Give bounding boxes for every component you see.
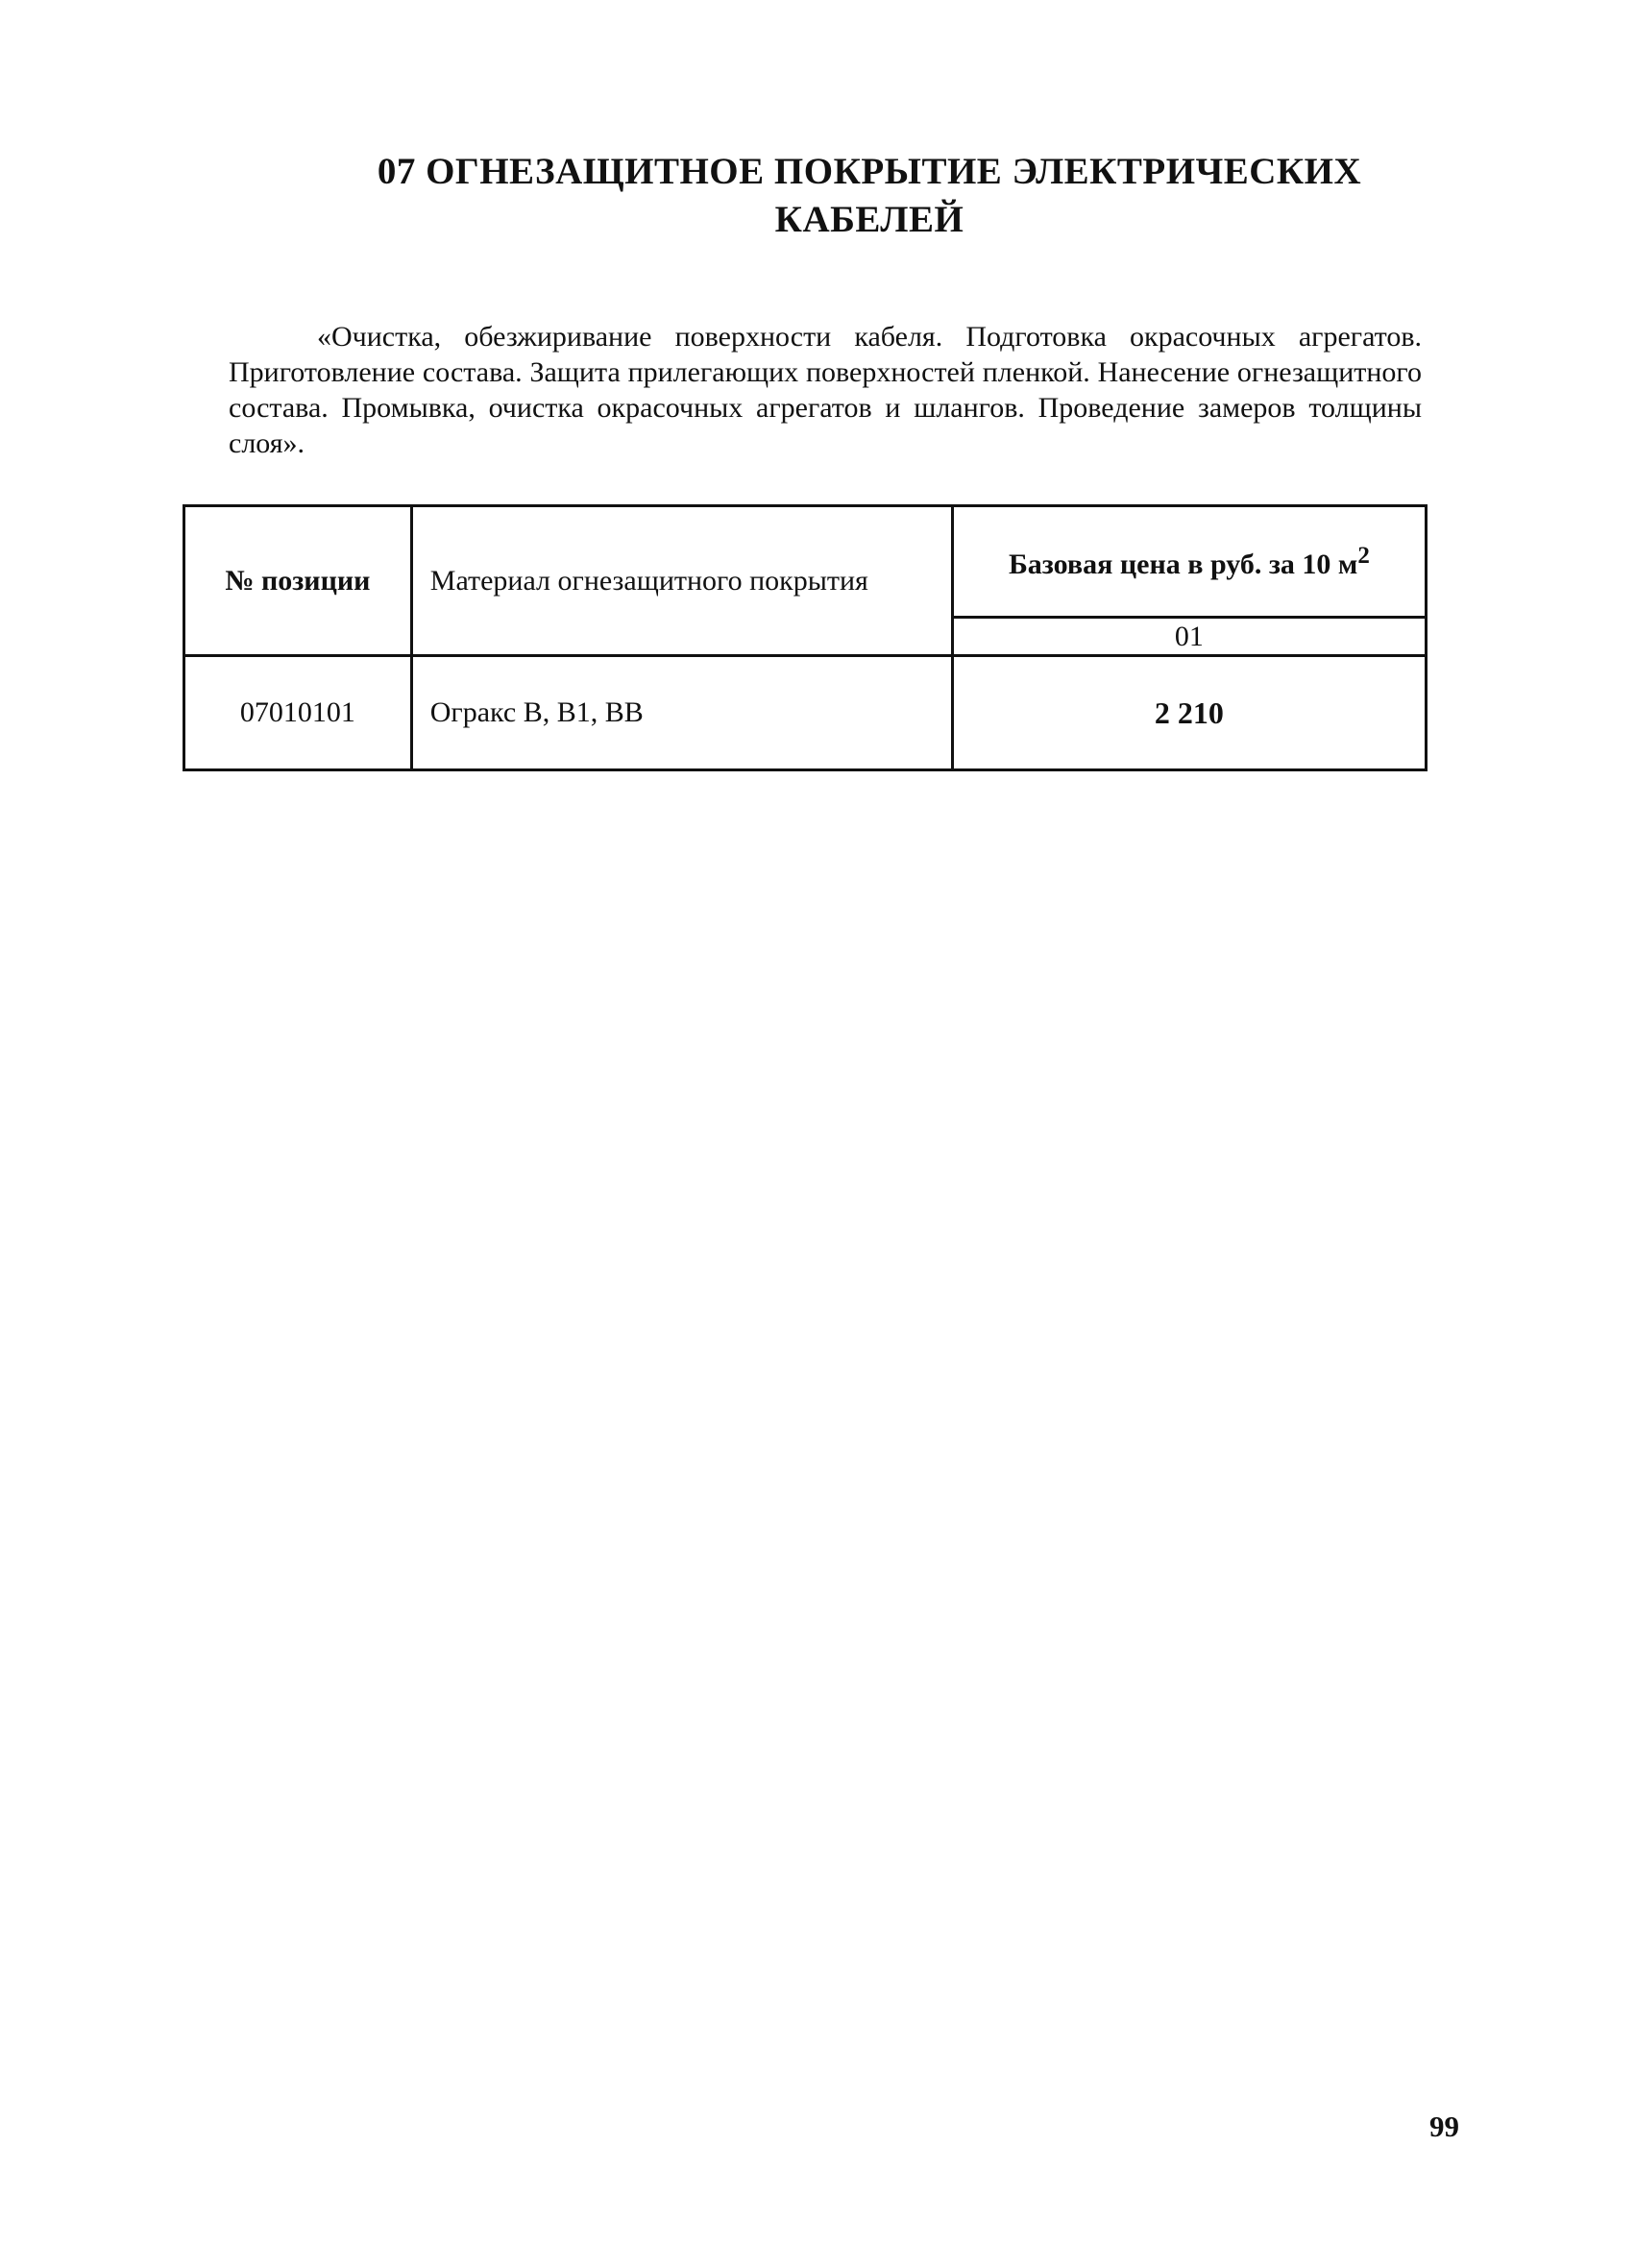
header-material-label: Материал огнезащитного покрытия: [429, 564, 868, 597]
row-position-cell: [184, 656, 412, 770]
work-description-paragraph: «Очистка, обезжиривание поверхности кабеля. Подготовка окрасочных агрегатов. Приготовление состава. Защита прилегающих поверхностей пленкой. Нанесение огнезащитного состава. Промывка, очистка окрасочных агрегатов и шлангов. Проведение замеров толщины слоя».: [229, 321, 1422, 459]
header-price-code: 01: [1174, 620, 1204, 652]
header-position-cell: [184, 506, 412, 656]
header-price-label: Базовая цена в руб. за 10 м: [1008, 548, 1358, 580]
row-material: Огракс В, В1, ВВ: [429, 696, 644, 728]
header-price-superscript: 2: [1357, 542, 1370, 569]
row-position: 07010101: [239, 696, 355, 728]
table-row: [184, 656, 1427, 770]
page-number: 99: [1429, 2109, 1459, 2143]
row-material-cell: [411, 656, 952, 770]
page-title: [288, 148, 1451, 244]
row-price: 2 210: [1154, 695, 1224, 730]
row-price-cell: [952, 656, 1426, 770]
header-price-code-cell: [952, 618, 1426, 656]
page-title-line-2: КАБЕЛЕЙ: [774, 199, 964, 241]
price-table: [183, 504, 1428, 771]
header-position-label: № позиции: [225, 564, 371, 597]
header-material-cell: [411, 506, 952, 656]
table-header-row: [184, 506, 1427, 618]
header-price-cell: [952, 506, 1426, 618]
page-title-line-1: 07 ОГНЕЗАЩИТНОЕ ПОКРЫТИЕ ЭЛЕКТРИЧЕСКИХ: [377, 151, 1362, 193]
